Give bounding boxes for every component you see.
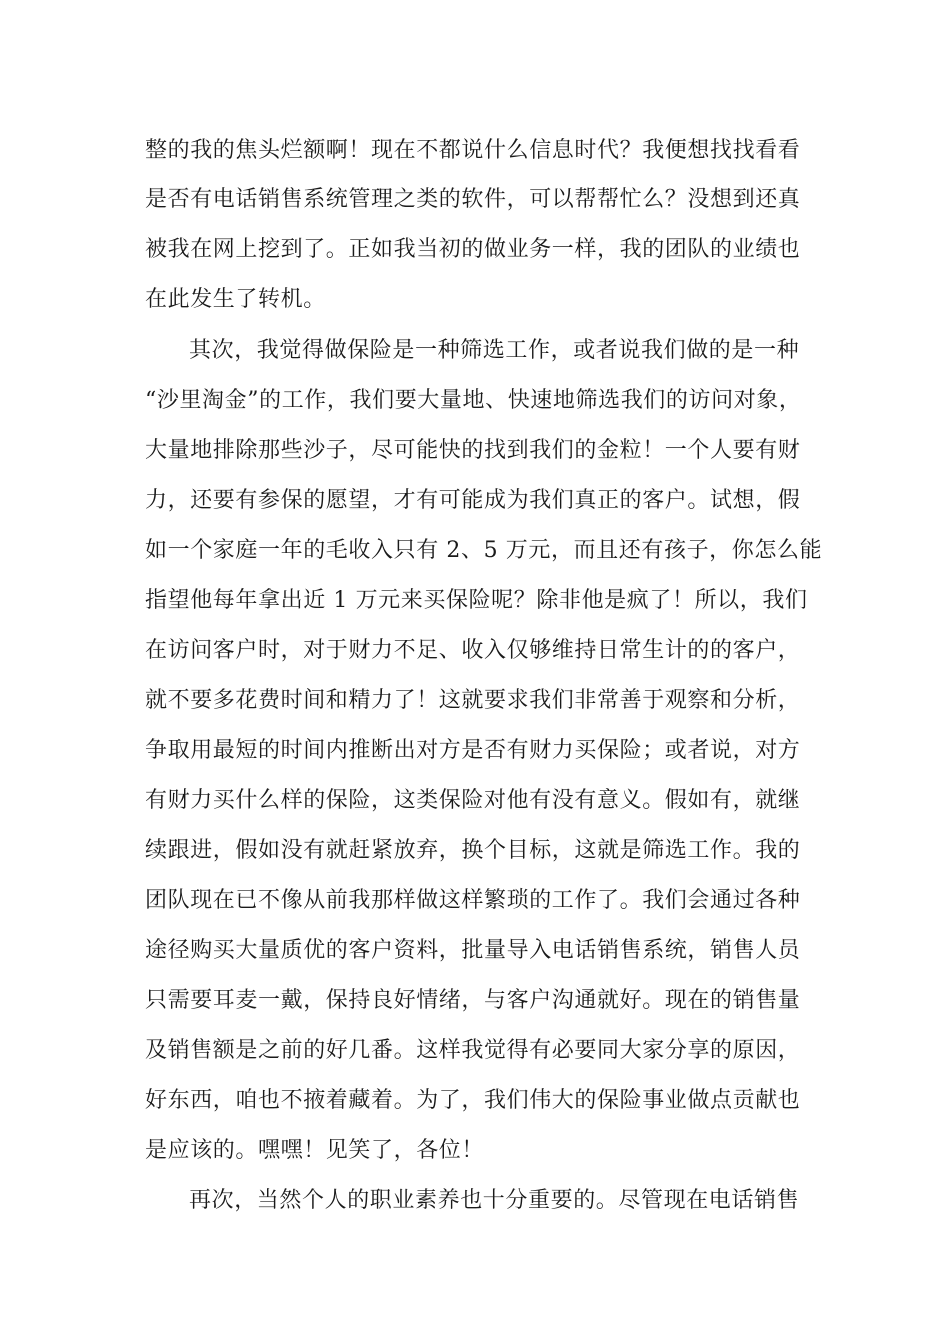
- text-line: 大量地排除那些沙子，尽可能快的找到我们的金粒！一个人要有财: [145, 438, 801, 463]
- text-line: 及销售额是之前的好几番。这样我觉得有必要同大家分享的原因，: [145, 1038, 801, 1063]
- text-line: 力，还要有参保的愿望，才有可能成为我们真正的客户。试想，假: [145, 488, 801, 513]
- text-line: 有财力买什么样的保险，这类保险对他有没有意义。假如有，就继: [145, 788, 801, 813]
- text-line: 在访问客户时，对于财力不足、收入仅够维持日常生计的的客户，: [145, 638, 801, 663]
- text-line: 只需要耳麦一戴，保持良好情绪，与客户沟通就好。现在的销售量: [145, 988, 801, 1013]
- text-line: 在此发生了转机。: [145, 287, 326, 312]
- text-line: 争取用最短的时间内推断出对方是否有财力买保险；或者说，对方: [145, 738, 801, 763]
- text-line: 被我在网上挖到了。正如我当初的做业务一样，我的团队的业绩也: [145, 237, 801, 262]
- text-line: 是否有电话销售系统管理之类的软件，可以帮帮忙么？没想到还真: [145, 187, 801, 212]
- text-line: 续跟进，假如没有就赶紧放弃，换个目标，这就是筛选工作。我的: [145, 838, 801, 863]
- text-line: 整的我的焦头烂额啊！现在不都说什么信息时代？我便想找找看看: [145, 138, 801, 163]
- text-line: 其次，我觉得做保险是一种筛选工作，或者说我们做的是一种: [189, 338, 800, 363]
- text-line: 再次，当然个人的职业素养也十分重要的。尽管现在电话销售: [189, 1188, 800, 1213]
- text-line: 途径购买大量质优的客户资料，批量导入电话销售系统，销售人员: [145, 938, 801, 963]
- text-line: 团队现在已不像从前我那样做这样繁琐的工作了。我们会通过各种: [145, 888, 801, 913]
- text-line: 就不要多花费时间和精力了！这就要求我们非常善于观察和分析，: [145, 688, 801, 713]
- text-line: “沙里淘金”的工作，我们要大量地、快速地筛选我们的访问对象，: [145, 388, 802, 413]
- text-line: 如一个家庭一年的毛收入只有 2、5 万元，而且还有孩子，你怎么能: [145, 538, 823, 563]
- text-line: 好东西，咱也不掖着藏着。为了，我们伟大的保险事业做点贡献也: [145, 1088, 801, 1113]
- text-line: 是应该的。嘿嘿！见笑了，各位！: [145, 1138, 485, 1163]
- text-line: 指望他每年拿出近 1 万元来买保险呢？除非他是疯了！所以，我们: [145, 588, 808, 613]
